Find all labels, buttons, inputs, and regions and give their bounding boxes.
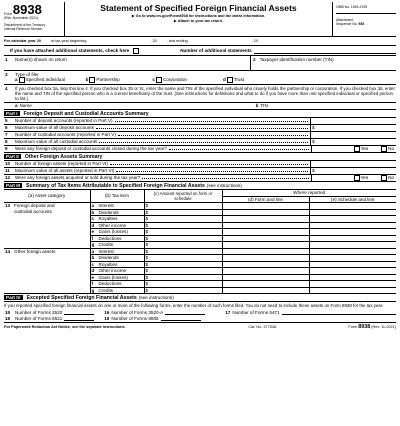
dollar-sign: $ xyxy=(312,125,315,131)
comma-20-a: , 20 xyxy=(150,38,157,43)
line-7-number: 7 xyxy=(5,132,8,138)
line-3 xyxy=(4,72,396,85)
line-4a-label: Name xyxy=(19,103,32,109)
line-8-text: Maximum value of all custodial accounts xyxy=(15,139,98,145)
yes-label: Yes xyxy=(360,175,369,181)
line-19-number: 19 xyxy=(104,316,110,322)
number-of-statements-field[interactable] xyxy=(254,48,396,54)
asset-category-label: Other foreign assets xyxy=(14,248,56,254)
dollar-sign: $ xyxy=(145,274,149,280)
tax-item-letter: b xyxy=(91,255,95,261)
part-1-header xyxy=(4,110,396,118)
form-word: Form xyxy=(4,11,12,16)
department: Department of the Treasury xyxy=(4,23,46,28)
part-1-line-8 xyxy=(4,139,396,146)
line-19-field[interactable] xyxy=(161,316,201,321)
footer-revision: (Rev. 11-2021) xyxy=(371,325,396,330)
tax-item-name: Dividends xyxy=(98,255,119,261)
line-6-text: Maximum value of all deposit accounts xyxy=(15,125,94,131)
col-a-header: (a) Asset category xyxy=(4,190,90,203)
dollar-sign: $ xyxy=(145,255,149,261)
omb-block xyxy=(332,2,396,36)
form-title-block xyxy=(65,2,332,36)
part-3-title-suffix: (see instructions) xyxy=(206,182,242,188)
line-3-number: 3 xyxy=(5,71,8,77)
part-4-title: Excepted Specified Foreign Financial Assets xyxy=(26,294,137,301)
form-revision: (Rev. November 2021) xyxy=(4,16,39,20)
tax-item-name: Deductions xyxy=(98,281,122,287)
tax-item-name: Credits xyxy=(98,287,114,293)
tax-item-name: Deductions xyxy=(98,235,122,241)
line-17-field[interactable] xyxy=(282,310,396,315)
partnership-checkbox[interactable] xyxy=(89,77,95,83)
line-3-label: Type of filer xyxy=(15,71,39,77)
dollar-sign: $ xyxy=(145,248,149,254)
dollar-sign: $ xyxy=(145,242,149,248)
part-4-text: If you reported specified foreign financial assets on one or more of the following forms, enter the number of such forms filed. You do not need to include these assets on Form 8938 for the tax year. xyxy=(4,303,384,309)
dot-leader xyxy=(118,134,308,136)
specified-individual-label: Specified individual xyxy=(25,76,65,82)
tax-item-letter: f xyxy=(91,235,94,241)
part-1-line-5 xyxy=(4,118,396,125)
line-12-no-checkbox[interactable] xyxy=(381,175,387,181)
sequence-number: 938 xyxy=(358,22,365,27)
asset-category-cell xyxy=(4,203,90,249)
dot-leader xyxy=(115,120,308,122)
line-4a-letter: a xyxy=(15,103,18,109)
form-8938 xyxy=(4,2,396,422)
tax-item-name: Interest xyxy=(98,248,114,254)
line-2-label: Taxpayer identification number (TIN) xyxy=(259,57,334,62)
line-2-number: 2 xyxy=(253,57,256,62)
form-header xyxy=(4,2,396,37)
part-2-lines xyxy=(4,161,396,182)
line-15-field[interactable] xyxy=(64,310,94,315)
line-6-amount-field[interactable] xyxy=(310,125,396,131)
tax-item-cell xyxy=(90,287,144,294)
line-18-number: 18 xyxy=(5,316,11,322)
attachment-label: Attachment xyxy=(336,18,354,23)
line-5-text: Number of deposit accounts (reported in Part V) xyxy=(15,118,113,124)
part-1-title: Foreign Deposit and Custodial Accounts Summary xyxy=(23,110,149,117)
tax-item-name: Other income xyxy=(98,268,127,274)
footer-form-word: Form xyxy=(348,325,358,330)
partnership-label: Partnership xyxy=(96,76,120,82)
tax-item-letter: d xyxy=(91,268,95,274)
calendar-year-label: For calendar year 20 xyxy=(4,38,41,43)
line-9-text: Were any foreign deposit or custodial accounts closed during the tax year? xyxy=(15,146,167,152)
line-4-number: 4 xyxy=(5,86,8,91)
yes-label: Yes xyxy=(360,146,369,152)
part-3-label: Part III xyxy=(6,182,21,188)
line-3b-letter: b xyxy=(85,76,89,82)
tax-item-letter: d xyxy=(91,222,95,228)
part-2-title: Other Foreign Assets Summary xyxy=(24,153,103,160)
line-3d-letter: d xyxy=(222,76,226,82)
line-19-label: Number of Forms 8865 xyxy=(111,316,159,322)
paperwork-notice: For Paperwork Reduction Act Notice, see the separate instructions. xyxy=(4,325,126,330)
part-1-label: Part I xyxy=(6,110,18,116)
line-4 xyxy=(4,85,396,110)
line-11-amount-field[interactable] xyxy=(310,168,396,174)
part-4-label: Part IV xyxy=(6,294,21,300)
tax-item-letter: g xyxy=(91,287,95,293)
line-18-field[interactable] xyxy=(64,316,94,321)
omb-number: OMB No. 1545-2195 xyxy=(336,2,396,14)
dollar-sign: $ xyxy=(145,268,149,274)
line-12-yes-checkbox[interactable] xyxy=(354,175,360,181)
line-11-text: Maximum value of all assets (reported in Part VI) xyxy=(15,168,115,174)
line-9-no-checkbox[interactable] xyxy=(381,146,387,152)
line-16-number: 16 xyxy=(104,309,110,315)
line-16-label: Number of Forms 3520-A xyxy=(111,309,164,315)
sequence-label: Sequence No. xyxy=(336,22,358,27)
line-3a-letter: a xyxy=(15,76,18,82)
line-15-label: Number of Forms 3520 xyxy=(15,309,63,315)
trust-checkbox[interactable] xyxy=(227,77,233,83)
footer-form-number: 8938 xyxy=(358,324,371,331)
part-4-header xyxy=(4,294,396,302)
part-1-line-9 xyxy=(4,146,396,153)
dollar-sign: $ xyxy=(145,209,149,215)
line-12-text: Were any foreign assets acquired or sold during the tax year? xyxy=(15,175,141,181)
attached-statements-row xyxy=(4,46,396,56)
line-5-number: 5 xyxy=(5,118,8,124)
form-number: 8938 xyxy=(12,2,42,17)
specified-individual-checkbox[interactable] xyxy=(19,77,25,83)
tax-item-letter: c xyxy=(91,216,95,222)
line-16-field[interactable] xyxy=(165,310,205,315)
part-4-row-2 xyxy=(4,315,396,323)
line-15-number: 15 xyxy=(5,309,11,315)
dot-leader xyxy=(99,141,308,143)
tax-item-name: Royalties xyxy=(98,261,118,267)
irs-label: Internal Revenue Service xyxy=(4,27,43,32)
line-8-number: 8 xyxy=(5,139,8,145)
line-13-number: 13 xyxy=(5,203,11,209)
asset-category-label-2: custodial accounts xyxy=(14,208,52,214)
tax-item-letter: e xyxy=(91,274,95,280)
tax-item-letter: c xyxy=(91,261,95,267)
dollar-sign: $ xyxy=(145,281,149,287)
line-9-yes-checkbox[interactable] xyxy=(354,146,360,152)
tax-year-beginning-label: or tax year beginning xyxy=(50,38,87,43)
tax-item-name: Royalties xyxy=(98,216,118,222)
tax-item-name: Credits xyxy=(98,242,114,248)
no-label: No xyxy=(388,146,394,152)
line-10-text: Number of foreign assets (reported in Part VI) xyxy=(15,161,108,167)
tax-year-row xyxy=(4,37,396,46)
tin-field[interactable] xyxy=(250,56,396,71)
form-footer xyxy=(4,323,396,331)
form-and-line-field[interactable] xyxy=(222,287,309,294)
dollar-sign: $ xyxy=(145,216,149,222)
part-4-title-suffix: (see instructions) xyxy=(138,294,174,300)
dollar-sign: $ xyxy=(145,222,149,228)
tax-item-name: Other income xyxy=(98,222,127,228)
part-2-header xyxy=(4,153,396,161)
asset-category-cell xyxy=(4,248,90,294)
line-18-label: Number of Forms 8621 xyxy=(15,316,63,322)
dollar-sign: $ xyxy=(145,203,149,209)
tax-item-letter: f xyxy=(91,281,94,287)
where-reported-header: Where reported xyxy=(222,190,396,196)
attached-statements-checkbox[interactable] xyxy=(133,48,139,54)
and-ending-label: , and ending xyxy=(166,38,188,43)
dollar-sign: $ xyxy=(312,139,315,145)
line-12-number: 12 xyxy=(5,175,11,181)
part-1-line-7 xyxy=(4,132,396,139)
trust-label: Trust xyxy=(233,76,245,82)
col-d-header: (d) Form and line xyxy=(222,196,309,203)
dot-leader xyxy=(116,170,308,172)
tax-item-letter: g xyxy=(91,242,95,248)
asset-category-label: Foreign deposit and xyxy=(14,203,55,209)
line-10-number: 10 xyxy=(5,161,11,167)
dot-leader xyxy=(169,148,309,150)
dot-leader xyxy=(96,127,308,129)
line-10-amount-field[interactable] xyxy=(310,161,396,167)
tax-item-letter: a xyxy=(91,203,95,209)
yes-no-box xyxy=(311,175,396,181)
dot-leader xyxy=(142,177,309,179)
dollar-sign: $ xyxy=(145,229,149,235)
yes-no-box xyxy=(311,146,396,152)
tax-item-name: Gains (losses) xyxy=(98,229,128,235)
schedule-and-line-field[interactable] xyxy=(309,287,396,294)
line-8-amount-field[interactable] xyxy=(310,139,396,145)
catalog-number: Cat. No. 37753A xyxy=(248,325,277,330)
part-2-line-12 xyxy=(4,175,396,182)
line-7-text: Number of custodial accounts (reported in Part V) xyxy=(15,132,116,138)
form-id-block xyxy=(4,2,65,36)
amount-reported-field[interactable] xyxy=(144,287,222,294)
tax-item-name: Interest xyxy=(98,203,114,209)
part-3-table xyxy=(4,190,396,294)
attached-statements-text: If you have attached additional statements, check here xyxy=(10,47,130,53)
no-label: No xyxy=(388,175,394,181)
line-5-amount-field[interactable] xyxy=(310,118,396,124)
corporation-checkbox[interactable] xyxy=(156,77,162,83)
dot-leader xyxy=(110,163,308,165)
part-2-line-10 xyxy=(4,161,396,168)
line-9-number: 9 xyxy=(5,146,8,152)
line-11-number: 11 xyxy=(5,168,10,174)
col-c-header: (c) Amount reported on form or schedule xyxy=(144,190,222,203)
attach-note: ▶ Attach to your tax return. xyxy=(173,19,224,23)
line-14-number: 14 xyxy=(5,248,11,254)
line-6-number: 6 xyxy=(5,125,8,131)
tax-item-letter: a xyxy=(91,248,95,254)
dollar-sign: $ xyxy=(312,168,315,174)
part-1-lines xyxy=(4,118,396,153)
instructions-link[interactable]: ▶ Go to www.irs.gov/Form8938 for instructions and the latest information. xyxy=(131,14,266,19)
part-2-label: Part II xyxy=(6,153,19,159)
corporation-label: Corporation xyxy=(162,76,187,82)
form-title: Statement of Specified Foreign Financial Assets xyxy=(100,3,297,13)
col-b-header: (b) Tax item xyxy=(90,190,144,203)
part-2-line-11 xyxy=(4,168,396,175)
line-1-2-row xyxy=(4,56,396,71)
number-of-statements-label: Number of additional statements xyxy=(180,47,252,53)
part-1-line-6 xyxy=(4,125,396,132)
tax-item-letter: b xyxy=(91,209,95,215)
tax-item-letter: e xyxy=(91,229,95,235)
line-7-amount-field[interactable] xyxy=(310,132,396,138)
line-1-label: Name(s) shown on return xyxy=(15,57,67,62)
dollar-sign: $ xyxy=(145,287,149,293)
line-17-label: Number of Forms 5471 xyxy=(232,309,280,315)
col-e-header: (e) Schedule and line xyxy=(309,196,396,203)
comma-20-b: , 20 xyxy=(251,38,258,43)
tax-item-name: Gains (losses) xyxy=(98,274,128,280)
dollar-sign: $ xyxy=(145,261,149,267)
line-4b-label: TIN xyxy=(260,103,268,109)
part-3-header xyxy=(4,182,396,190)
dollar-sign: $ xyxy=(145,235,149,241)
part-3-title: Summary of Tax Items Attributable to Specified Foreign Financial Assets xyxy=(26,182,205,189)
line-4-text: If you checked box 3a, skip this line 4. If you checked box 3b or 3c, enter the name and TIN of the specified individual who closely holds the partnership or corporation. If you checked box 3d, enter the name and TIN of the specified person who is a current beneficiary of the trust. (See instructions for definitions and what to do if you have more than one specified individual or specified person to list.) xyxy=(15,86,395,102)
line-17-number: 17 xyxy=(225,309,231,315)
line-1-number: 1 xyxy=(5,57,8,62)
line-3c-letter: c xyxy=(152,76,155,82)
tax-item-name: Dividends xyxy=(98,209,119,215)
line-4b-letter: b xyxy=(255,103,259,109)
